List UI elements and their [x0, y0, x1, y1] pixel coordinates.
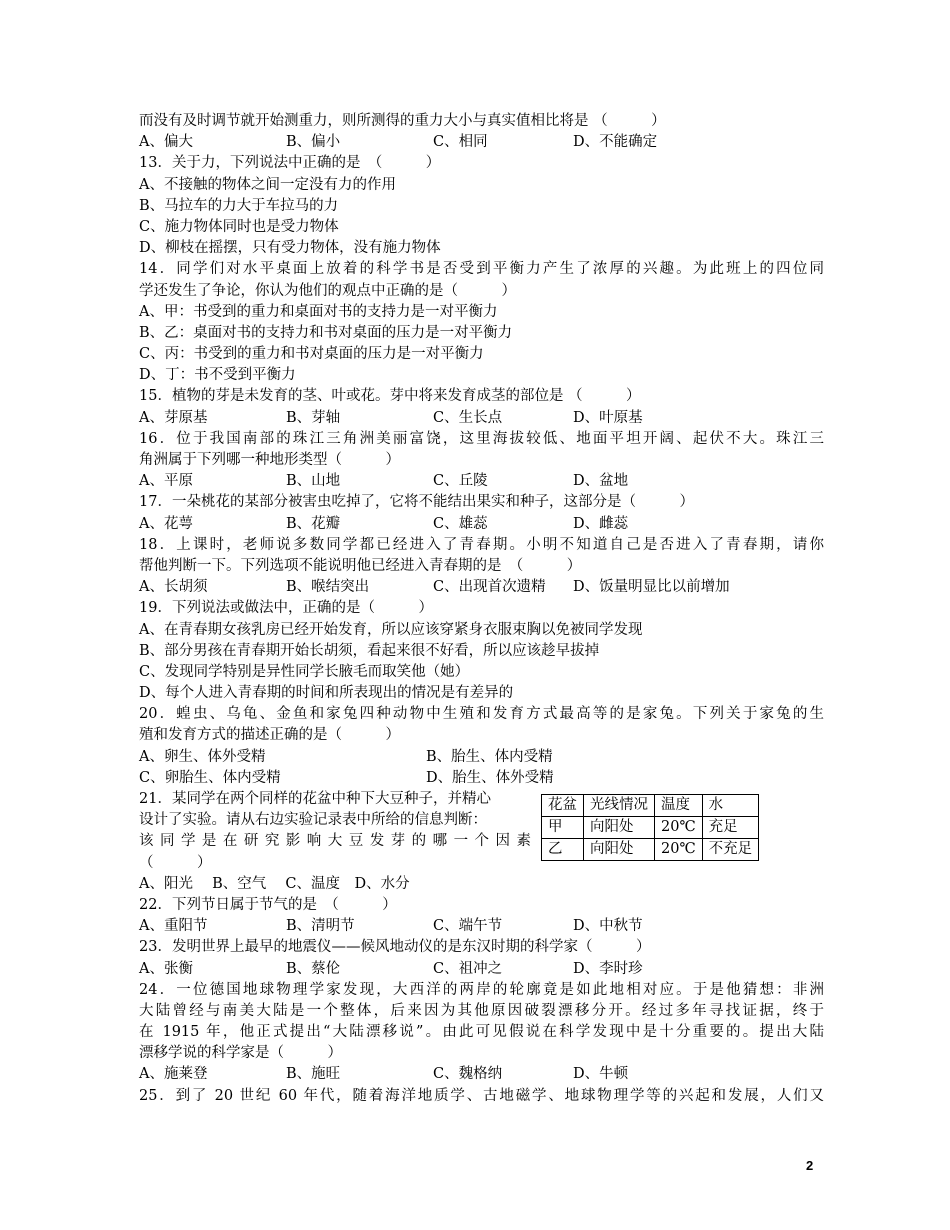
option-c: C、魏格纳 — [433, 1066, 503, 1083]
table-header-cell: 光线情况 — [584, 795, 655, 817]
option-d: D、叶原基 — [573, 409, 643, 426]
options-row — [139, 514, 824, 535]
options-row — [139, 1064, 824, 1085]
option-c: C、丘陵 — [433, 473, 488, 490]
option-d: D、柳枝在摇摆，只有受力物体，没有施力物体 — [139, 240, 441, 257]
option-d: D、胎生、体外受精 — [426, 769, 554, 786]
question-20-cont: 殖和发育方式的描述正确的是（ ） — [139, 727, 400, 744]
option-b: B、偏小 — [286, 134, 341, 151]
page-content — [139, 111, 824, 1107]
option-a: A、平原 — [139, 473, 193, 490]
option-a: A、在青春期女孩乳房已经开始发育，所以应该穿紧身衣服束胸以免被同学发现 — [139, 621, 643, 638]
option-c: C、发现同学特别是异性同学长腋毛而取笑他（她） — [139, 663, 470, 680]
options-row — [139, 768, 824, 789]
options-row — [139, 916, 824, 937]
option-a: A、偏大 — [139, 134, 193, 151]
question-14: 14．同学们对水平桌面上放着的科学书是否受到平衡力产生了浓厚的兴趣。为此班上的四位同 — [139, 261, 824, 278]
table-cell: 不充足 — [702, 839, 759, 861]
options-row — [139, 747, 824, 768]
question-22: 22．下列节日属于节气的是 （ ） — [139, 896, 397, 913]
question-24-cont: 漂移学说的科学家是（ ） — [139, 1045, 342, 1062]
option-a: A、卵生、体外受精 — [139, 748, 266, 765]
option-a: A、不接触的物体之间一定没有力的作用 — [139, 176, 396, 193]
option-d: D、中秋节 — [573, 918, 643, 935]
options-row — [139, 959, 824, 980]
option-c: C、施力物体同时也是受力物体 — [139, 218, 339, 235]
option-b: B、乙：桌面对书的支持力和书对桌面的压力是一对平衡力 — [139, 324, 513, 341]
option-c: C、生长点 — [433, 409, 503, 426]
option-b: B、清明节 — [286, 918, 355, 935]
question-18: 18．上课时，老师说多数同学都已经进入了青春期。小明不知道自己是否进入了青春期，请你 — [139, 536, 824, 553]
option-b: B、花瓣 — [286, 515, 341, 532]
table-cell: 向阳处 — [584, 839, 655, 861]
question-14-cont: 学还发生了争论，你认为他们的观点中正确的是（ ） — [139, 282, 516, 299]
question-19: 19．下列说法或做法中，正确的是（ ） — [139, 600, 433, 617]
option-d: D、盆地 — [573, 473, 629, 490]
option-d: D、雌蕊 — [573, 515, 629, 532]
table-cell: 充足 — [702, 817, 759, 839]
question-18-cont: 帮他判断一下。下列选项不能说明他已经进入青春期的是 （ ） — [139, 557, 582, 574]
option-a: A、重阳节 — [139, 918, 208, 935]
option-d: D、每个人进入青春期的时间和所表现出的情况是有差异的 — [139, 685, 514, 702]
text-line: 而没有及时调节就开始测重力，则所测得的重力大小与真实值相比将是 （ ） — [139, 113, 666, 129]
option-a: A、张衡 — [139, 960, 193, 977]
question-23: 23．发明世界上最早的地震仪——候风地动仪的是东汉时期的科学家（ ） — [139, 939, 651, 956]
option-d: D、牛顿 — [573, 1066, 629, 1083]
table-header-row — [542, 795, 759, 817]
option-c: C、丙：书受到的重力和书对桌面的压力是一对平衡力 — [139, 346, 484, 363]
question-15: 15．植物的芽是未发育的茎、叶或花。芽中将来发育成茎的部位是 （ ） — [139, 388, 641, 405]
option-b: B、蔡伦 — [286, 960, 341, 977]
question-24-cont: 在 1915 年，他正式提出“大陆漂移说”。由此可见假说在科学发现中是十分重要的。提出大陆 — [139, 1024, 824, 1041]
question-21-cont: 该同学是在研究影响大豆发芽的哪一个因素 — [139, 833, 531, 850]
question-17: 17．一朵桃花的某部分被害虫吃掉了，它将不能结出果实和种子，这部分是（ ） — [139, 494, 694, 511]
option-b: B、胎生、体内受精 — [426, 748, 553, 765]
question-13: 13．关于力，下列说法中正确的是 （ ） — [139, 155, 441, 172]
question-21-options: A、阳光 B、空气 C、温度 D、水分 — [139, 875, 410, 892]
question-20: 20．蝗虫、乌龟、金鱼和家兔四种动物中生殖和发育方式最高等的是家兔。下列关于家兔的生 — [139, 706, 824, 723]
question-24-cont: 大陆曾经与南美大陆是一个整体，后来因为其他原因破裂漂移分开。经过多年寻找证据，终于 — [139, 1002, 824, 1019]
options-row — [139, 471, 824, 492]
table-cell: 向阳处 — [584, 817, 655, 839]
table-cell: 甲 — [542, 817, 584, 839]
option-a: A、芽原基 — [139, 409, 208, 426]
option-c: C、卵胎生、体内受精 — [139, 769, 281, 786]
question-21-cont: 设计了实验。请从右边实验记录表中所给的信息判断： — [139, 812, 487, 829]
option-b: B、马拉车的力大于车拉马的力 — [139, 197, 339, 214]
question-16: 16．位于我国南部的珠江三角洲美丽富饶，这里海拔较低、地面平坦开阔、起伏不大。珠江三 — [139, 430, 824, 447]
option-a: A、施莱登 — [139, 1066, 208, 1083]
option-c: C、端午节 — [433, 918, 503, 935]
options-row — [139, 408, 824, 429]
option-a: A、甲：书受到的重力和桌面对书的支持力是一对平衡力 — [139, 303, 498, 320]
table-cell: 20℃ — [655, 817, 703, 839]
option-b: B、部分男孩在青春期开始长胡须，看起来很不好看，所以应该趁早拔掉 — [139, 642, 600, 659]
question-21: 21．某同学在两个同样的花盆中种下大豆种子，并精心 — [139, 791, 491, 807]
options-row — [139, 577, 824, 598]
option-d: D、李时珍 — [573, 960, 643, 977]
question-25: 25．到了 20 世纪 60 年代，随着海洋地质学、古地磁学、地球物理学等的兴起和发展，人们又 — [139, 1087, 824, 1104]
question-21-blank: （ ） — [139, 854, 212, 871]
table-cell: 20℃ — [655, 839, 703, 861]
option-c: C、出现首次遗精 — [433, 579, 546, 596]
option-b: B、芽轴 — [286, 409, 341, 426]
option-c: C、祖冲之 — [433, 960, 503, 977]
option-a: A、长胡须 — [139, 579, 208, 596]
option-c: C、相同 — [433, 134, 488, 151]
table-row — [542, 817, 759, 839]
option-d: D、饭量明显比以前增加 — [573, 579, 730, 596]
option-d: D、丁：书不受到平衡力 — [139, 367, 296, 384]
option-d: D、不能确定 — [573, 134, 658, 151]
table-header-cell: 水 — [702, 795, 759, 817]
option-b: B、施旺 — [286, 1066, 341, 1083]
option-a: A、花萼 — [139, 515, 193, 532]
option-c: C、雄蕊 — [433, 515, 488, 532]
page-number: 2 — [806, 1158, 814, 1173]
table-header-cell: 温度 — [655, 795, 703, 817]
options-row — [139, 132, 824, 153]
option-b: B、山地 — [286, 473, 341, 490]
question-24: 24．一位德国地球物理学家发现，大西洋的两岸的轮廓竟是如此地相对应。于是他猜想：非洲 — [139, 981, 824, 998]
question-16-cont: 角洲属于下列哪一种地形类型（ ） — [139, 452, 400, 468]
option-b: B、喉结突出 — [286, 579, 370, 596]
experiment-table — [541, 794, 759, 861]
table-header-cell: 花盆 — [542, 795, 584, 817]
table-cell: 乙 — [542, 839, 584, 861]
table-row — [542, 839, 759, 861]
